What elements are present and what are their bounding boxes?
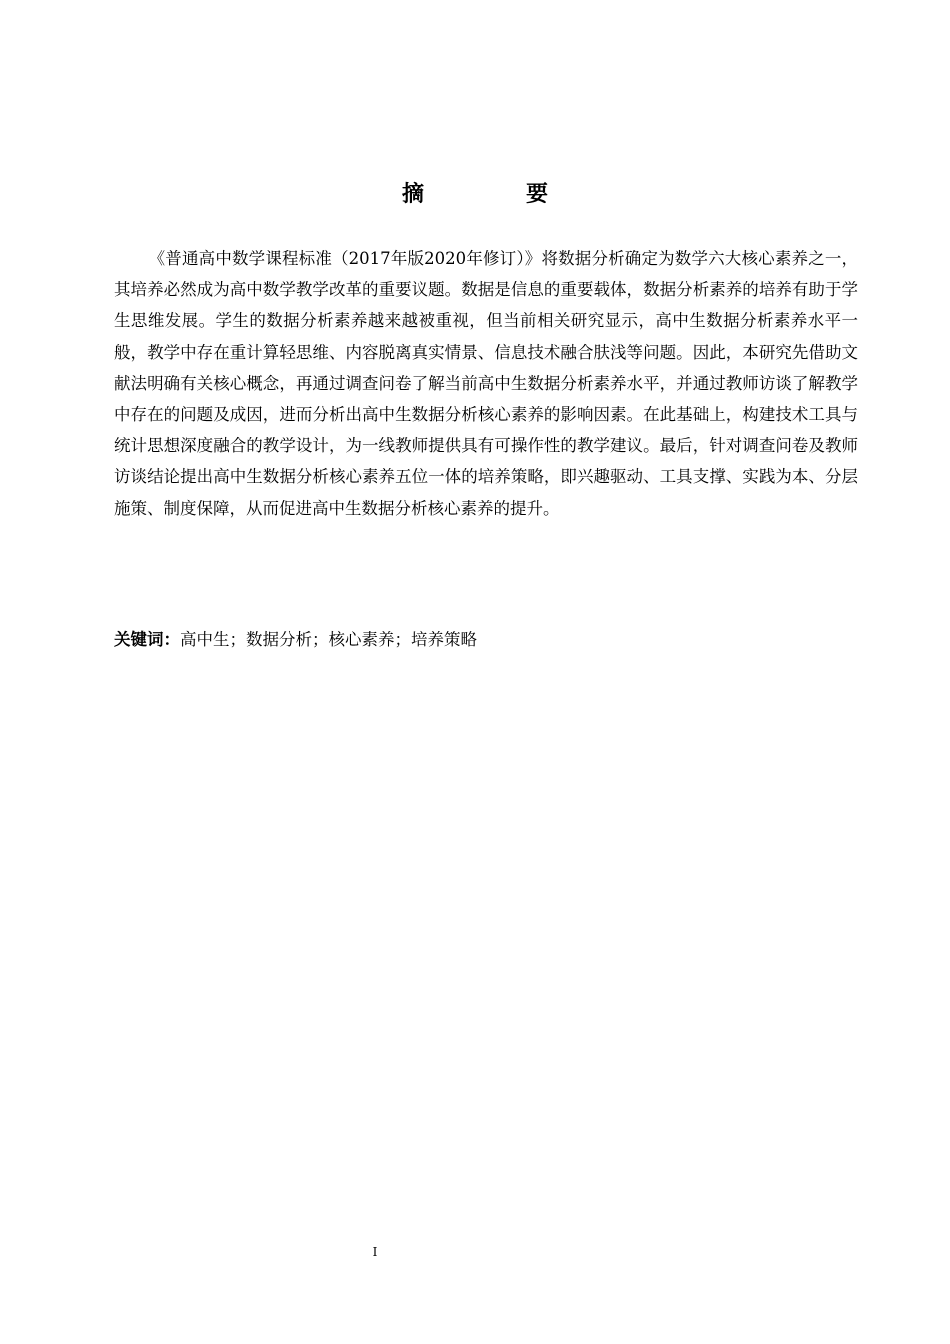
keywords-label: 关键词： <box>114 630 180 649</box>
abstract-paragraph: 《普通高中数学课程标准（2017年版2020年修订）》将数据分析确定为数学六大核心素养之一，其培养必然成为高中数学教学改革的重要议题。数据是信息的重要载体，数据分析素养的培养有助于学生思维发展。学生的数据分析素养越来越被重视，但当前相关研究显示，高中生数据分析素养水平一般，教学中存在重计算轻思维、内容脱离真实情景、信息技术融合肤浅等问题。因此，本研究先借助文献法明确有关核心概念，再通过调查问卷了解当前高中生数据分析素养水平，并通过教师访谈了解教学中存在的问题及成因，进而分析出高中生数据分析核心素养的影响因素。在此基础上，构建技术工具与统计思想深度融合的教学设计，为一线教师提供具有可操作性的教学建议。最后，针对调查问卷及教师访谈结论提出高中生数据分析核心素养五位一体的培养策略，即兴趣驱动、工具支撑、实践为本、分层施策、制度保障，从而促进高中生数据分析核心素养的提升。 <box>114 249 858 518</box>
keywords-list: 高中生；数据分析；核心素养；培养策略 <box>180 630 477 649</box>
page-number: I <box>372 1245 378 1259</box>
page-title: 摘 要 <box>401 182 588 207</box>
keywords-line <box>114 624 858 655</box>
